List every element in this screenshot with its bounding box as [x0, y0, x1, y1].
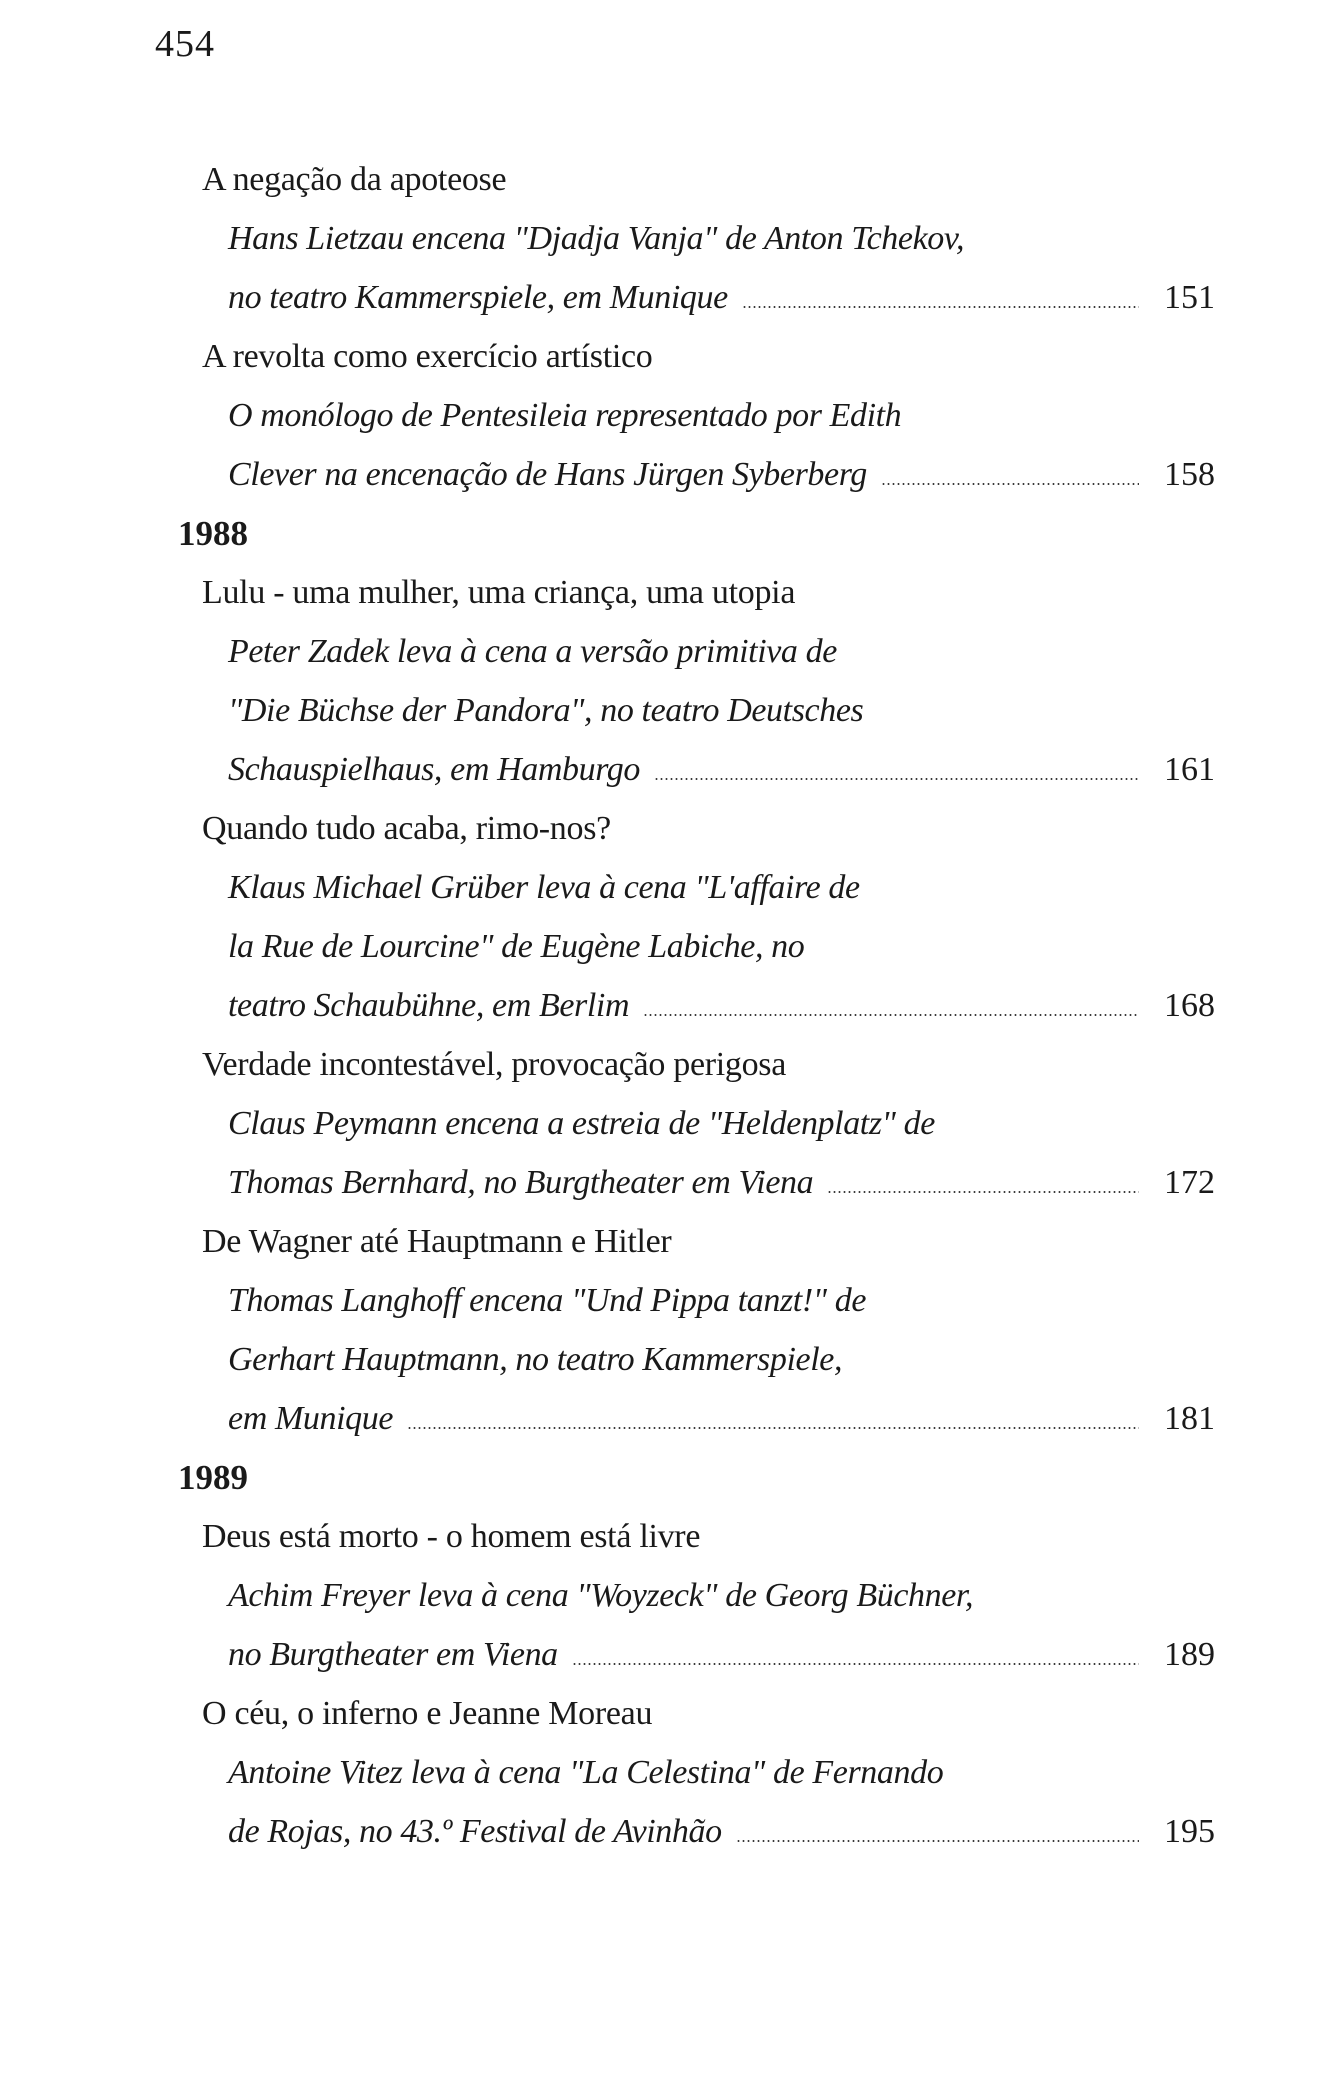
toc-section-title: O céu, o inferno e Jeanne Moreau: [202, 1695, 653, 1732]
toc-entry-with-page[interactable]: [0, 1389, 1215, 1448]
toc-entry-with-page[interactable]: [0, 1625, 1215, 1684]
toc-entry-line: O monólogo de Pentesileia representado por Edith: [228, 397, 902, 434]
toc-entry-text: teatro Schaubühne, em Berlim: [228, 987, 630, 1024]
toc-page-number: 195: [1164, 1813, 1215, 1850]
toc-page-number: 181: [1164, 1400, 1215, 1437]
toc-entry-line: Gerhart Hauptmann, no teatro Kammerspiele,: [228, 1341, 843, 1378]
toc-page-number: 151: [1164, 279, 1215, 316]
table-of-contents: [0, 150, 1324, 1861]
toc-entry-text: no Burgtheater em Viena: [228, 1636, 558, 1673]
toc-entry-line: Thomas Langhoff encena "Und Pippa tanzt!" de: [228, 1282, 867, 1319]
toc-section-title: De Wagner até Hauptmann e Hitler: [202, 1223, 672, 1260]
toc-page-number: 168: [1164, 987, 1215, 1024]
dot-leader: [736, 1840, 1139, 1842]
toc-entry-with-page[interactable]: [0, 445, 1215, 504]
page-number: 454: [155, 23, 215, 65]
dot-leader: [643, 1014, 1139, 1016]
toc-entry-text: em Munique: [228, 1400, 394, 1437]
toc-entry-text: Thomas Bernhard, no Burgtheater em Viena: [228, 1164, 814, 1201]
toc-entry-line: Claus Peymann encena a estreia de "Heldenplatz" de: [228, 1105, 935, 1142]
toc-entry-with-page[interactable]: [0, 976, 1215, 1035]
toc-entry-with-page[interactable]: [0, 268, 1215, 327]
toc-entry-text: no teatro Kammerspiele, em Munique: [228, 279, 728, 316]
toc-entry-line: la Rue de Lourcine" de Eugène Labiche, no: [228, 928, 805, 965]
toc-page-number: 172: [1164, 1164, 1215, 1201]
toc-entry-text: Schauspielhaus, em Hamburgo: [228, 751, 640, 788]
toc-entry-line: "Die Büchse der Pandora", no teatro Deutsches: [228, 692, 864, 729]
dot-leader: [654, 778, 1139, 780]
dot-leader: [881, 483, 1139, 485]
dot-leader: [827, 1191, 1139, 1193]
toc-page-number: 189: [1164, 1636, 1215, 1673]
toc-entry-line: Peter Zadek leva à cena a versão primitiva de: [228, 633, 837, 670]
toc-section-title: A negação da apoteose: [202, 161, 507, 198]
dot-leader: [572, 1663, 1139, 1665]
toc-section-title: Quando tudo acaba, rimo-nos?: [202, 810, 611, 847]
toc-entry-text: de Rojas, no 43.º Festival de Avinhão: [228, 1813, 722, 1850]
toc-entry-with-page[interactable]: [0, 1802, 1215, 1861]
toc-entry-with-page[interactable]: [0, 740, 1215, 799]
toc-entry-line: Klaus Michael Grüber leva à cena "L'affaire de: [228, 869, 860, 906]
toc-section-title: Verdade incontestável, provocação perigosa: [202, 1046, 787, 1083]
dot-leader: [407, 1427, 1139, 1429]
toc-entry-line: Hans Lietzau encena "Djadja Vanja" de Anton Tchekov,: [228, 220, 965, 257]
toc-year-heading: 1989: [178, 1458, 248, 1497]
dot-leader: [742, 306, 1139, 308]
toc-entry-line: Achim Freyer leva à cena "Woyzeck" de Georg Büchner,: [228, 1577, 974, 1614]
toc-section-title: A revolta como exercício artístico: [202, 338, 653, 375]
toc-section-title: Deus está morto - o homem está livre: [202, 1518, 701, 1555]
toc-entry-line: Antoine Vitez leva à cena "La Celestina" de Fernando: [228, 1754, 944, 1791]
toc-section-title: Lulu - uma mulher, uma criança, uma utopia: [202, 574, 796, 611]
toc-page-number: 158: [1164, 456, 1215, 493]
toc-page-number: 161: [1164, 751, 1215, 788]
toc-year-heading: 1988: [178, 514, 248, 553]
toc-entry-with-page[interactable]: [0, 1153, 1215, 1212]
toc-entry-text: Clever na encenação de Hans Jürgen Syberberg: [228, 456, 867, 493]
